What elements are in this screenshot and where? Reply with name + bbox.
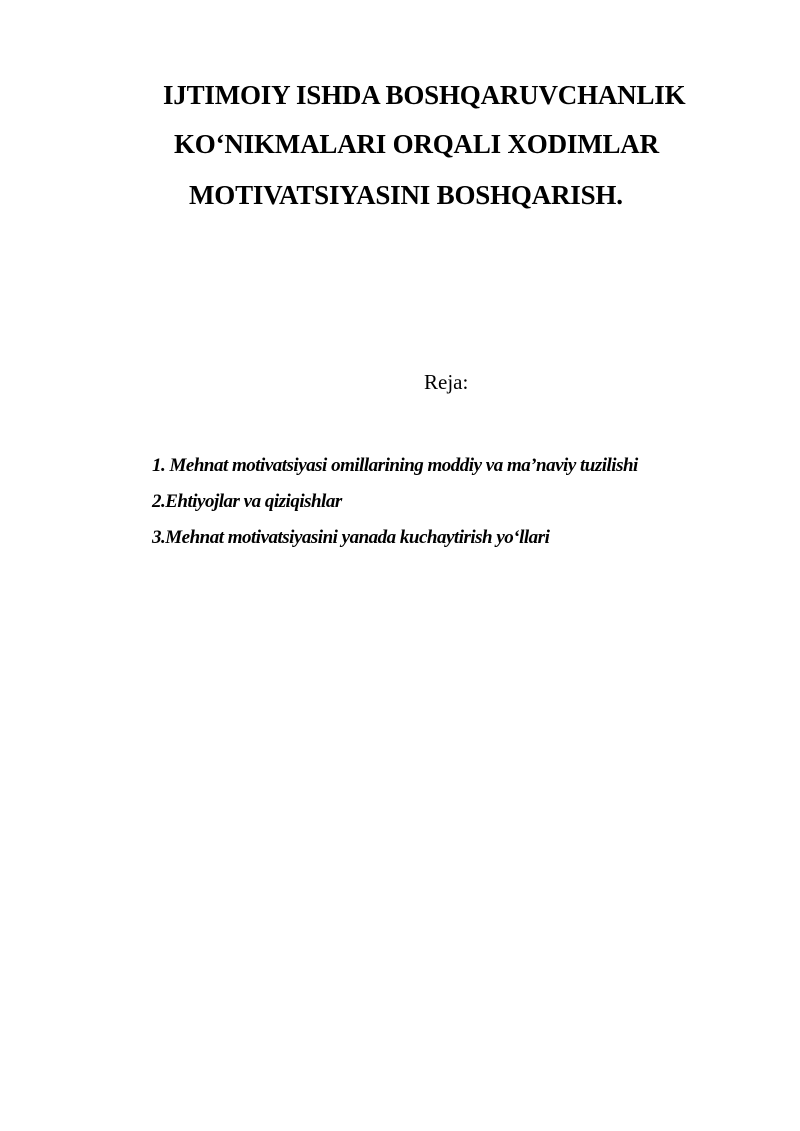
plan-item-1: 1. Mehnat motivatsiyasi omillarining moddiy va ma’naviy tuzilishi xyxy=(152,455,638,476)
document-title-line-3: MOTIVATSIYASINI BOSHQARISH. xyxy=(189,180,623,210)
plan-item-3: 3.Mehnat motivatsiyasini yanada kuchaytirish yo‘llari xyxy=(152,527,550,548)
document-title-line-1: IJTIMOIY ISHDA BOSHQARUVCHANLIK xyxy=(163,80,686,110)
plan-heading: Reja: xyxy=(424,370,469,394)
plan-item-2: 2.Ehtiyojlar va qiziqishlar xyxy=(152,491,342,512)
document-title-line-2: KO‘NIKMALARI ORQALI XODIMLAR xyxy=(174,129,659,159)
